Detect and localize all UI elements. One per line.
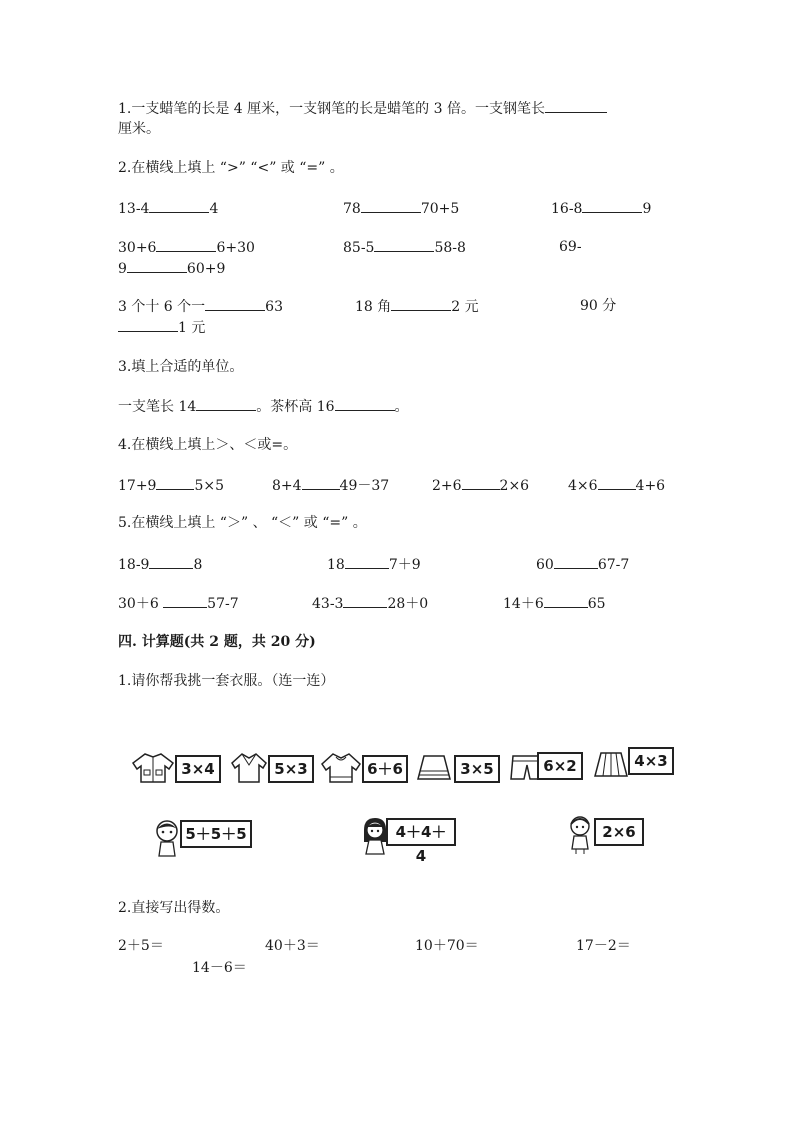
clothes-card-2[interactable]: 5×3 — [268, 755, 314, 783]
answer-blank[interactable] — [545, 98, 607, 113]
q4-item4: 4×6 4+6 — [568, 475, 665, 496]
q2-title: 2.在横线上填上 “>” “<” 或 “=” 。 — [118, 160, 344, 176]
q5-r1c3: 60 67-7 — [536, 554, 629, 575]
answer-blank[interactable] — [302, 475, 340, 490]
answer-blank[interactable] — [127, 258, 187, 273]
q2-r2c3b: 9 60+9 — [118, 258, 225, 279]
clothes-card-1[interactable]: 3×4 — [175, 755, 221, 783]
q5-r1c2: 18 7＋9 — [327, 554, 421, 575]
q2-r3c2: 18 角 2 元 — [355, 296, 479, 317]
q2-r3c3a: 90 分 — [580, 298, 617, 314]
sweater-icon — [320, 751, 362, 785]
kid-card-2[interactable]: 4＋4＋4 — [386, 818, 456, 846]
answer-blank[interactable] — [156, 475, 194, 490]
coat-icon — [230, 751, 268, 785]
answer-blank[interactable] — [343, 593, 387, 608]
answer-blank[interactable] — [345, 554, 389, 569]
q2-r2c1: 30+6 6+30 — [118, 237, 255, 258]
q5-r2c3: 14＋6 65 — [503, 593, 606, 614]
clothes-card-6[interactable]: 4×3 — [628, 747, 674, 775]
q2-r3c1: 3 个十 6 个一 63 — [118, 296, 283, 317]
kid-card-1[interactable]: 5＋5＋5 — [180, 820, 252, 848]
answer-blank[interactable] — [544, 593, 588, 608]
q3-line: 一支笔长 14 。茶杯高 16 。 — [118, 396, 409, 417]
answer-blank[interactable] — [554, 554, 598, 569]
q1-text: 1.一支蜡笔的长是 4 厘米，一支钢笔的长是蜡笔的 3 倍。一支钢笔长 — [118, 101, 545, 117]
calc-5: 14－6＝ — [192, 960, 247, 976]
q5-r2c2: 43-3 28＋0 — [312, 593, 428, 614]
jacket-icon — [131, 751, 175, 785]
boy-icon — [152, 818, 182, 858]
q5-r2c1: 30＋6 57-7 — [118, 593, 239, 614]
s4-q2-title: 2.直接写出得数。 — [118, 900, 230, 916]
q4-item2: 8+4 49－37 — [272, 475, 389, 496]
answer-blank[interactable] — [335, 396, 395, 411]
answer-blank[interactable] — [374, 237, 434, 252]
clothes-card-4[interactable]: 3×5 — [454, 755, 500, 783]
answer-blank[interactable] — [598, 475, 636, 490]
answer-blank[interactable] — [361, 198, 421, 213]
s4-q1-title: 1.请你帮我挑一套衣服。（连一连） — [118, 673, 335, 689]
answer-blank[interactable] — [462, 475, 500, 490]
q2-r1c1: 13-4 4 — [118, 198, 218, 219]
answer-blank[interactable] — [205, 296, 265, 311]
q4-item3: 2+6 2×6 — [432, 475, 529, 496]
skirt-icon — [414, 753, 454, 783]
calc-1: 2＋5＝ — [118, 938, 164, 954]
q2-r2c3a: 69- — [559, 239, 582, 255]
section-heading: 四. 计算题(共 2 题，共 20 分) — [118, 634, 316, 650]
answer-blank[interactable] — [196, 396, 256, 411]
answer-blank[interactable] — [163, 593, 207, 608]
q5-title: 5.在横线上填上 “＞” 、 “＜” 或 “=” 。 — [118, 515, 367, 531]
clothes-card-3[interactable]: 6＋6 — [362, 755, 408, 783]
q1-line1 — [118, 98, 607, 119]
q2-r1c3: 16-8 9 — [551, 198, 651, 219]
answer-blank[interactable] — [156, 237, 216, 252]
answer-blank[interactable] — [118, 317, 178, 332]
calc-2: 40＋3＝ — [265, 938, 320, 954]
q2-r1c2: 78 70+5 — [343, 198, 459, 219]
q2-r2c2: 85-5 58-8 — [343, 237, 466, 258]
calc-4: 17－2＝ — [576, 938, 631, 954]
q3-title: 3.填上合适的单位。 — [118, 359, 244, 375]
clothes-card-5[interactable]: 6×2 — [537, 752, 583, 780]
answer-blank[interactable] — [391, 296, 451, 311]
answer-blank[interactable] — [149, 554, 193, 569]
q4-item1: 17+9 5×5 — [118, 475, 224, 496]
q1-line2: 厘米。 — [118, 121, 160, 137]
answer-blank[interactable] — [149, 198, 209, 213]
child-icon — [566, 813, 594, 855]
q2-r3c3b: 1 元 — [118, 317, 205, 338]
answer-blank[interactable] — [582, 198, 642, 213]
q4-title: 4.在横线上填上＞、＜或=。 — [118, 437, 298, 453]
calc-3: 10＋70＝ — [415, 938, 479, 954]
q5-r1c1: 18-9 8 — [118, 554, 202, 575]
kid-card-3[interactable]: 2×6 — [594, 818, 644, 846]
pleated-skirt-icon — [592, 750, 630, 780]
